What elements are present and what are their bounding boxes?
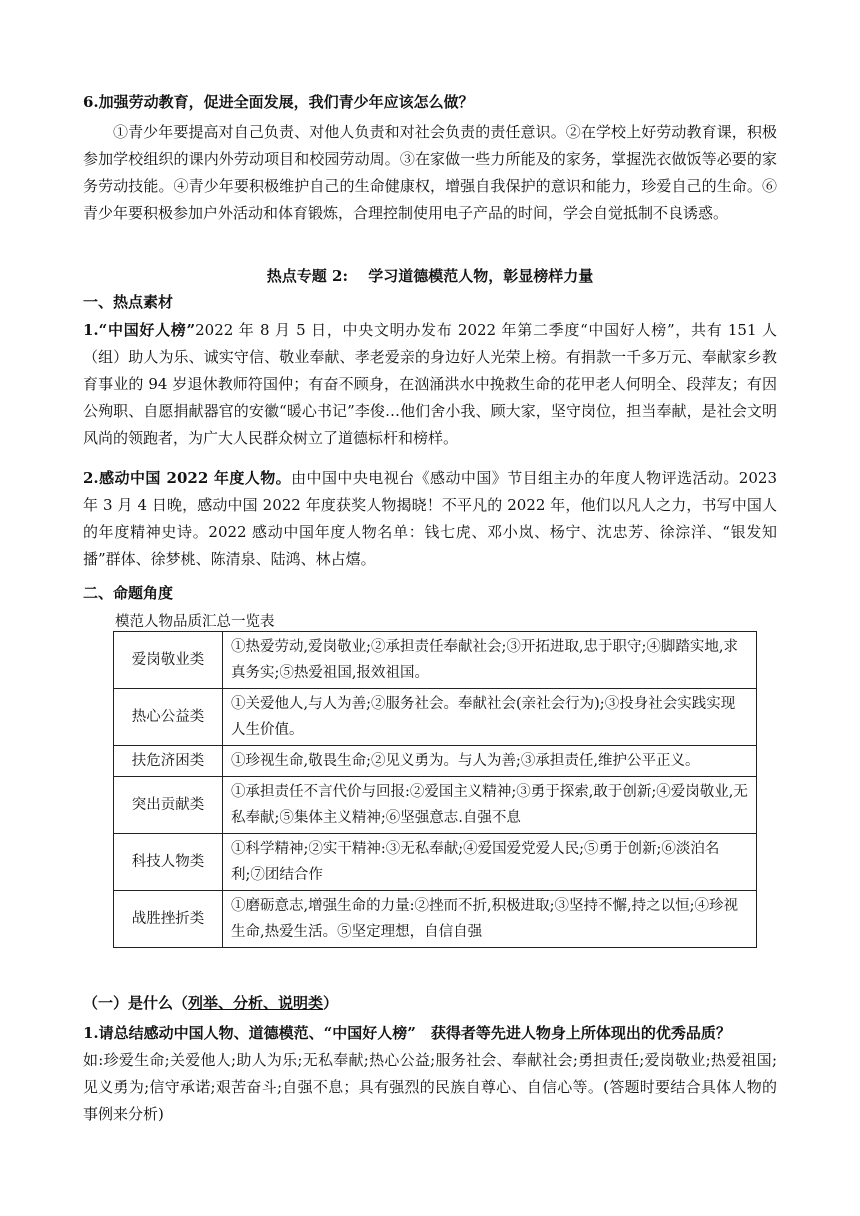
material-item-1-body: 2022 年 8 月 5 日，中央文明办发布 2022 年第二季度“中国好人榜”，共有 151 人（组）助人为乐、诚实守信、敬业奉献、孝老爱亲的身边好人光荣上榜。有捐款一千多万元、奉献家乡教育事业的 94 岁退休教师符国仲；有奋不顾身，在汹涌洪水中挽救生命的花甲老人何明全、段萍友；有因公殉职、自愿捐献器官的安徽“暖心书记”李俊…他们舍小我、顾大家，坚守岗位，担当奉献，是社会文明风尚的领跑者，为广大人民群众树立了道德标杆和榜样。: [83, 321, 777, 447]
part-1-heading-prefix: （一）是什么（: [83, 994, 189, 1012]
part-1-heading-type: 列举、分析、说明类: [188, 994, 324, 1012]
material-item-1: [83, 317, 777, 452]
part-1-answer-1: 如:珍爱生命;关爱他人;助人为乐;无私奉献;热心公益;服务社会、奉献社会;勇担责任;爱岗敬业;热爱祖国;见义勇为;信守承诺;艰苦奋斗;自强不息；具有强烈的民族自尊心、自信心等。(答题时要结合具体人物的事例来分析): [83, 1051, 777, 1123]
table-category: 热心公益类: [114, 689, 223, 746]
table-category: 科技人物类: [114, 834, 223, 891]
section-2-heading: 二、命题角度: [83, 584, 174, 602]
table-category: 突出贡献类: [114, 777, 223, 834]
material-item-1-lead: 1.“中国好人榜”: [83, 321, 196, 339]
table-description: ①科学精神;②实干精神:③无私奉献;④爱国爱党爱人民;⑤勇于创新;⑥淡泊名利;⑦团结合作: [223, 834, 757, 891]
table-row: [114, 891, 757, 948]
table-row: [114, 689, 757, 746]
material-item-2: [83, 465, 777, 573]
material-item-2-lead: 2.感动中国 2022 年度人物。: [83, 469, 292, 487]
question-6-answer: ①青少年要提高对自己负责、对他人负责和对社会负责的责任意识。②在学校上好劳动教育课，积极参加学校组织的课内外劳动项目和校园劳动周。③在家做一些力所能及的家务，掌握洗衣做饭等必要的家务劳动技能。④青少年要积极维护自己的生命健康权，增强自我保护的意识和能力，珍爱自己的生命。⑥青少年要积极参加户外活动和体育锻炼，合理控制使用电子产品的时间，学会自觉抵制不良诱惑。: [83, 123, 777, 222]
table-row: [114, 777, 757, 834]
question-6-title: 6.加强劳动教育，促进全面发展，我们青少年应该怎么做？: [83, 93, 474, 111]
part-1-question-1: 1.请总结感动中国人物、道德模范、“中国好人榜” 获得者等先进人物身上所体现出的优秀品质？: [83, 1024, 731, 1042]
table-row: [114, 834, 757, 891]
table-category: 扶危济困类: [114, 746, 223, 777]
table-description: ①承担责任不言代价与回报:②爱国主义精神;③勇于探索,敢于创新;④爱岗敬业,无私奉献;⑤集体主义精神;⑥坚强意志.自强不息: [223, 777, 757, 834]
qualities-table: [113, 631, 757, 948]
material-item-2-body: 由中国中央电视台《感动中国》节目组主办的年度人物评选活动。2023 年 3 月 4 日晚，感动中国 2022 年度获奖人物揭晓！不平凡的 2022 年，他们以凡人之力，书写中国人的年度精神史诗。2022 感动中国年度人物名单：钱七虎、邓小岚、杨宁、沈忠芳、徐淙洋、“银发知播”群体、徐梦桃、陈清泉、陆鸿、林占熺。: [83, 469, 777, 568]
table-row: [114, 632, 757, 689]
table-category: 爱岗敬业类: [114, 632, 223, 689]
topic-2-title: 热点专题 2: 学习道德模范人物，彰显榜样力量: [266, 267, 594, 285]
section-1-heading: 一、热点素材: [83, 293, 174, 311]
part-1-heading-suffix: ）: [323, 994, 339, 1012]
table-description: ①磨砺意志,增强生命的力量:②挫而不折,积极进取;③坚持不懈,持之以恒;④珍视生命,热爱生活。⑤坚定理想，自信自强: [223, 891, 757, 948]
table-description: ①热爱劳动,爱岗敬业;②承担责任奉献社会;③开拓进取,忠于职守;④脚踏实地,求真务实;⑤热爱祖国,报效祖国。: [223, 632, 757, 689]
table-category: 战胜挫折类: [114, 891, 223, 948]
table-caption: 模范人物品质汇总一览表: [115, 614, 275, 630]
table-description: ①珍视生命,敬畏生命;②见义勇为。与人为善;③承担责任,维护公平正义。: [223, 746, 757, 777]
table-description: ①关爱他人,与人为善;②服务社会。奉献社会(亲社会行为);③投身社会实践实现人生价值。: [223, 689, 757, 746]
table-row: [114, 746, 757, 777]
part-1-heading: [83, 993, 783, 1013]
